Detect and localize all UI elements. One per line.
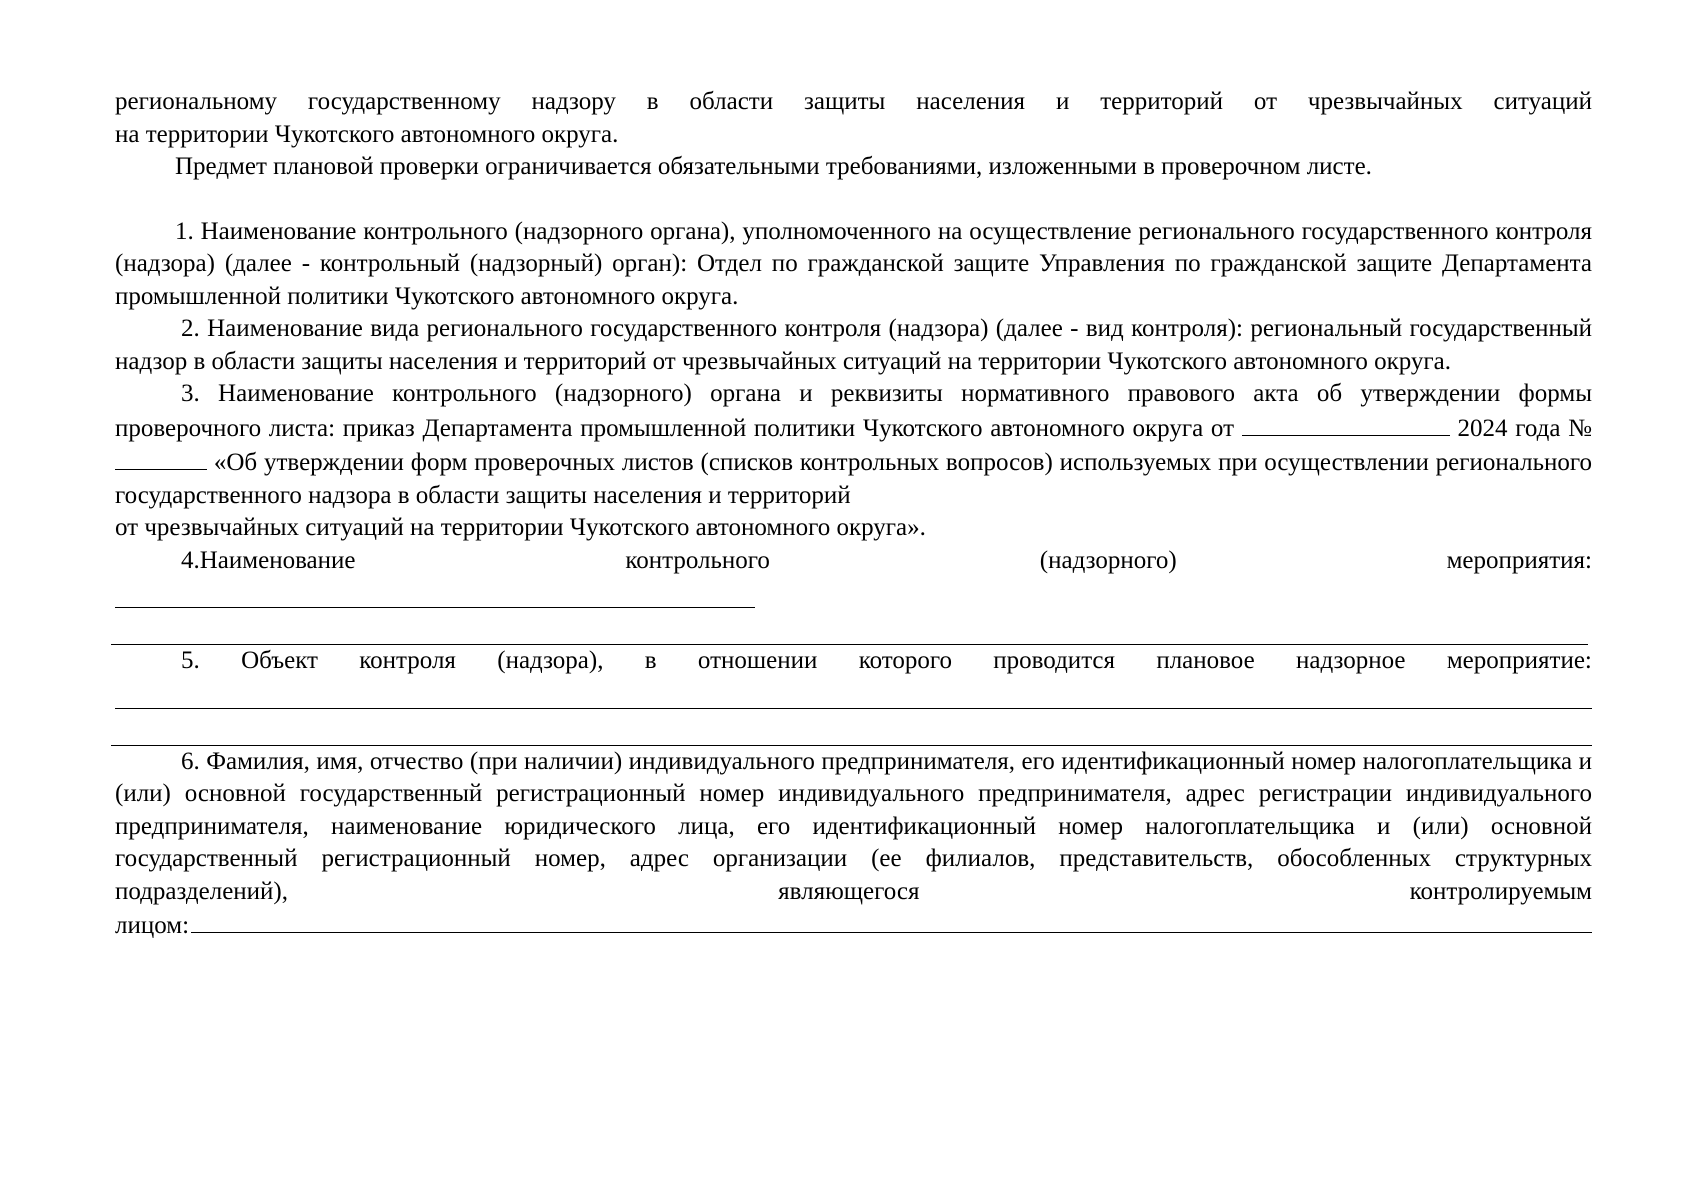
intro-line-1: региональному государственному надзору в области защиты населения и территорий от чрезвычайных ситуаций — [115, 88, 1592, 115]
item-5-word: плановое — [1156, 647, 1255, 674]
item-6-paragraph: 6. Фамилия, имя, отчество (при наличии) индивидуального предпринимателя, его идентификационный номер налогоплательщика и (или) основной государственный регистрационный номер индивидуального предпринимателя, адрес регистрации индивидуального предпринимателя, наименование юридического лица, его идентификационный номер налогоплательщика и (или) основной государственный регистрационный номер, адрес организации (ее филиалов, представительств, обособленных структурных подразделений), являющегося контролируемым — [115, 747, 1592, 905]
item-6-last-line — [115, 908, 1592, 943]
item-5-word: надзорное — [1296, 647, 1406, 674]
item-4-heading — [115, 545, 1592, 578]
item-3-year: 2024 года № — [1457, 414, 1592, 442]
item-4-answer-line[interactable] — [115, 577, 755, 608]
item-3-from: от — [1210, 414, 1235, 442]
item-5-word: проводится — [993, 647, 1116, 674]
item-3-text: 3. Наименование контрольного (надзорного) органа и реквизиты нормативного правового акта об утверждении формы проверочного листа: приказ Департамента промышленной политики Чукотского автономного округа — [115, 380, 1592, 442]
item-5-word: (надзора), — [497, 647, 604, 674]
item-5-word: контроля — [359, 647, 456, 674]
item-5-heading — [115, 645, 1592, 678]
number-blank[interactable] — [115, 445, 207, 470]
item-4-answer-line-2[interactable] — [111, 608, 1588, 645]
item-5-word: 5. — [181, 647, 200, 674]
item-5-word: в — [644, 647, 657, 674]
intro-line-2: на территории Чукотского автономного округа. — [115, 120, 619, 148]
item-5-answer-line[interactable] — [115, 678, 1592, 709]
item-4-word: контрольного — [625, 546, 770, 574]
item-6-last-word: лицом: — [115, 912, 190, 939]
item-5-word: Объект — [241, 647, 318, 674]
subject-paragraph: Предмет плановой проверки ограничивается обязательными требованиями, изложенными в проверочном листе. — [175, 153, 1372, 180]
item-5-word: отношении — [697, 647, 818, 674]
item-6-answer-line[interactable] — [191, 908, 1592, 933]
item-1-paragraph: 1. Наименование контрольного (надзорного органа), уполномоченного на осуществление регионального государственного контроля (надзора) (далее - контрольный (надзорный) орган): Отдел по гражданской защите Управления по гражданской защите Департамента промышленной политики Чукотского автономного округа. — [115, 217, 1592, 310]
item-5-answer-line-2[interactable] — [111, 709, 1592, 746]
item-3-paragraph — [115, 378, 1592, 512]
item-5-word: которого — [858, 647, 952, 674]
item-4-word: мероприятия: — [1446, 546, 1592, 574]
document-page — [115, 86, 1592, 943]
spacer — [115, 184, 1592, 216]
item-2-paragraph: 2. Наименование вида регионального государственного контроля (надзора) (далее - вид контроля): региональный государственный надзор в области защиты населения и территорий от чрезвычайных ситуаций на территории Чукотского автономного округа. — [115, 315, 1592, 375]
item-4-word: 4.Наименование — [181, 546, 356, 574]
item-3-title: «Об утверждении форм проверочных листов (списков контрольных вопросов) используемых при осуществлении регионального государственного надзора в области защиты населения и территорий — [115, 449, 1592, 509]
item-4-word: (надзорного) — [1039, 546, 1177, 574]
item-3-last-line: от чрезвычайных ситуаций на территории Чукотского автономного округа». — [115, 514, 926, 541]
date-blank[interactable] — [1242, 411, 1450, 436]
item-5-word: мероприятие: — [1446, 647, 1592, 674]
